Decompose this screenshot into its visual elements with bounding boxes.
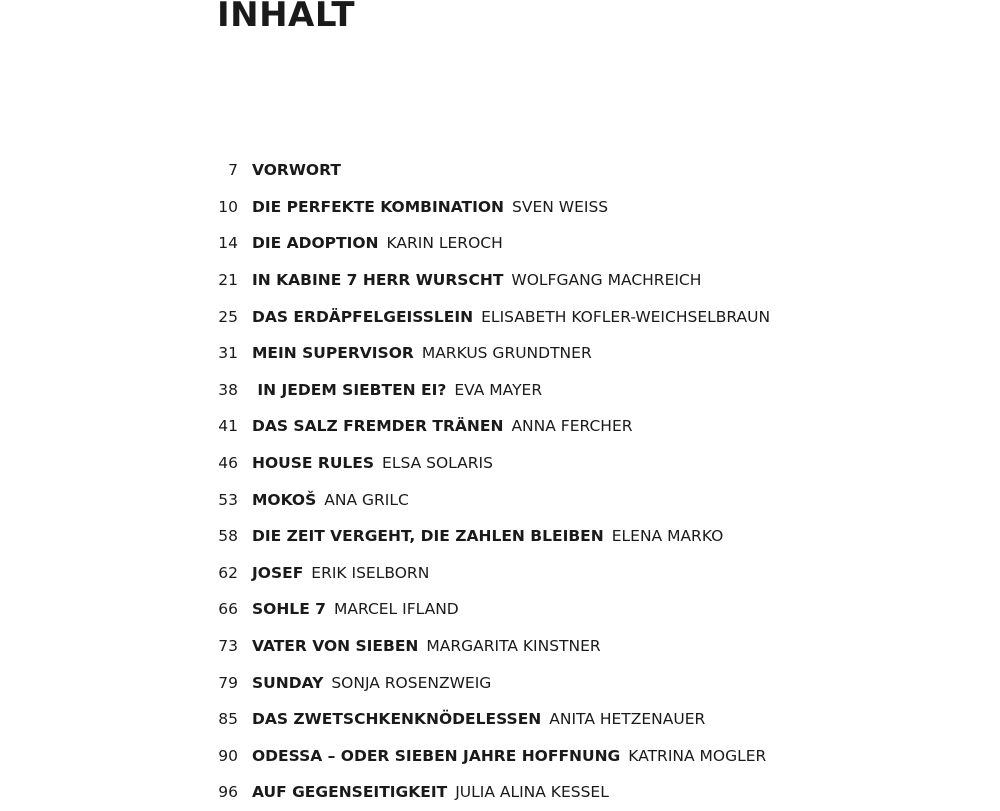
toc-author: ELSA SOLARIS bbox=[382, 454, 493, 473]
toc-entry bbox=[0, 408, 1000, 445]
toc-entry bbox=[0, 481, 1000, 518]
toc-author: SVEN WEISS bbox=[512, 197, 609, 216]
toc-page-number: 21 bbox=[218, 271, 238, 290]
toc-entry bbox=[0, 298, 1000, 335]
toc-title: MEIN SUPERVISOR bbox=[252, 344, 414, 363]
toc-page-number: 58 bbox=[218, 527, 238, 546]
toc-author: EVA MAYER bbox=[454, 380, 543, 399]
toc-author: ANITA HETZENAUER bbox=[549, 710, 706, 729]
toc-title: VATER VON SIEBEN bbox=[252, 637, 419, 656]
toc-entry bbox=[0, 664, 1000, 701]
toc-page-number: 53 bbox=[218, 490, 238, 509]
toc-entry bbox=[0, 189, 1000, 226]
toc-page-number: 62 bbox=[218, 563, 238, 582]
toc-page-number: 85 bbox=[218, 710, 238, 729]
toc-title: MOKOŠ bbox=[252, 490, 317, 509]
toc-title: VORWORT bbox=[252, 161, 341, 180]
toc-author: ERIK ISELBORN bbox=[311, 563, 430, 582]
toc-author: JULIA ALINA KESSEL bbox=[455, 783, 609, 802]
toc-entry bbox=[0, 372, 1000, 409]
toc-author: ELENA MARKO bbox=[611, 527, 724, 546]
toc-page-number: 79 bbox=[218, 673, 238, 692]
toc-entry bbox=[0, 591, 1000, 628]
toc-page-number: 66 bbox=[218, 600, 238, 619]
toc-page-number: 73 bbox=[218, 637, 238, 656]
toc-title: DIE PERFEKTE KOMBINATION bbox=[252, 197, 504, 216]
toc-author: MARKUS GRUNDTNER bbox=[421, 344, 592, 363]
toc-author: MARCEL IFLAND bbox=[333, 600, 459, 619]
toc-page-number: 90 bbox=[218, 746, 238, 765]
toc-author: KARIN LEROCH bbox=[386, 234, 503, 253]
toc-page-number: 14 bbox=[218, 234, 238, 253]
toc-title: SOHLE 7 bbox=[252, 600, 326, 619]
toc-entry bbox=[0, 518, 1000, 555]
toc-title: DIE ZEIT VERGEHT, DIE ZAHLEN BLEIBEN bbox=[252, 527, 604, 546]
toc-page-number: 7 bbox=[228, 161, 238, 180]
toc-entry bbox=[0, 701, 1000, 738]
toc-author: KATRINA MOGLER bbox=[628, 746, 767, 765]
toc-page-number: 10 bbox=[218, 197, 238, 216]
toc-title: DIE ADOPTION bbox=[252, 234, 379, 253]
toc-entry bbox=[0, 335, 1000, 372]
toc-entry bbox=[0, 628, 1000, 665]
toc-title: IN KABINE 7 HERR WURSCHT bbox=[252, 271, 504, 290]
toc-page-number: 31 bbox=[218, 344, 238, 363]
toc-entry bbox=[0, 262, 1000, 299]
toc-title: DAS ERDÄPFELGEISSLEIN bbox=[252, 307, 474, 326]
toc-title: AUF GEGENSEITIGKEIT bbox=[252, 783, 448, 802]
page-title: INHALT bbox=[217, 0, 356, 35]
toc-title: HOUSE RULES bbox=[252, 454, 375, 473]
toc-title: ODESSA – ODER SIEBEN JAHRE HOFFNUNG bbox=[252, 746, 621, 765]
toc-entry bbox=[0, 774, 1000, 811]
toc-author: ANNA FERCHER bbox=[511, 417, 633, 436]
toc-author: MARGARITA KINSTNER bbox=[426, 637, 601, 656]
table-of-contents bbox=[0, 152, 1000, 811]
toc-page-number: 38 bbox=[218, 380, 238, 399]
toc-author: ANA GRILC bbox=[324, 490, 409, 509]
toc-entry bbox=[0, 555, 1000, 592]
toc-entry bbox=[0, 738, 1000, 775]
toc-author: ELISABETH KOFLER-WEICHSELBRAUN bbox=[481, 307, 771, 326]
toc-page-number: 25 bbox=[218, 307, 238, 326]
toc-author: SONJA ROSENZWEIG bbox=[331, 673, 492, 692]
toc-page-number: 41 bbox=[218, 417, 238, 436]
toc-page-number: 46 bbox=[218, 454, 238, 473]
toc-title: DAS ZWETSCHKENKNÖDELESSEN bbox=[252, 710, 542, 729]
toc-author: WOLFGANG MACHREICH bbox=[511, 271, 702, 290]
toc-entry bbox=[0, 225, 1000, 262]
toc-title: SUNDAY bbox=[252, 673, 324, 692]
toc-entry bbox=[0, 445, 1000, 482]
toc-page-number: 96 bbox=[218, 783, 238, 802]
toc-title: JOSEF bbox=[252, 563, 304, 582]
toc-entry bbox=[0, 152, 1000, 189]
toc-title: DAS SALZ FREMDER TRÄNEN bbox=[252, 417, 504, 436]
toc-title: IN JEDEM SIEBTEN EI? bbox=[252, 380, 447, 399]
